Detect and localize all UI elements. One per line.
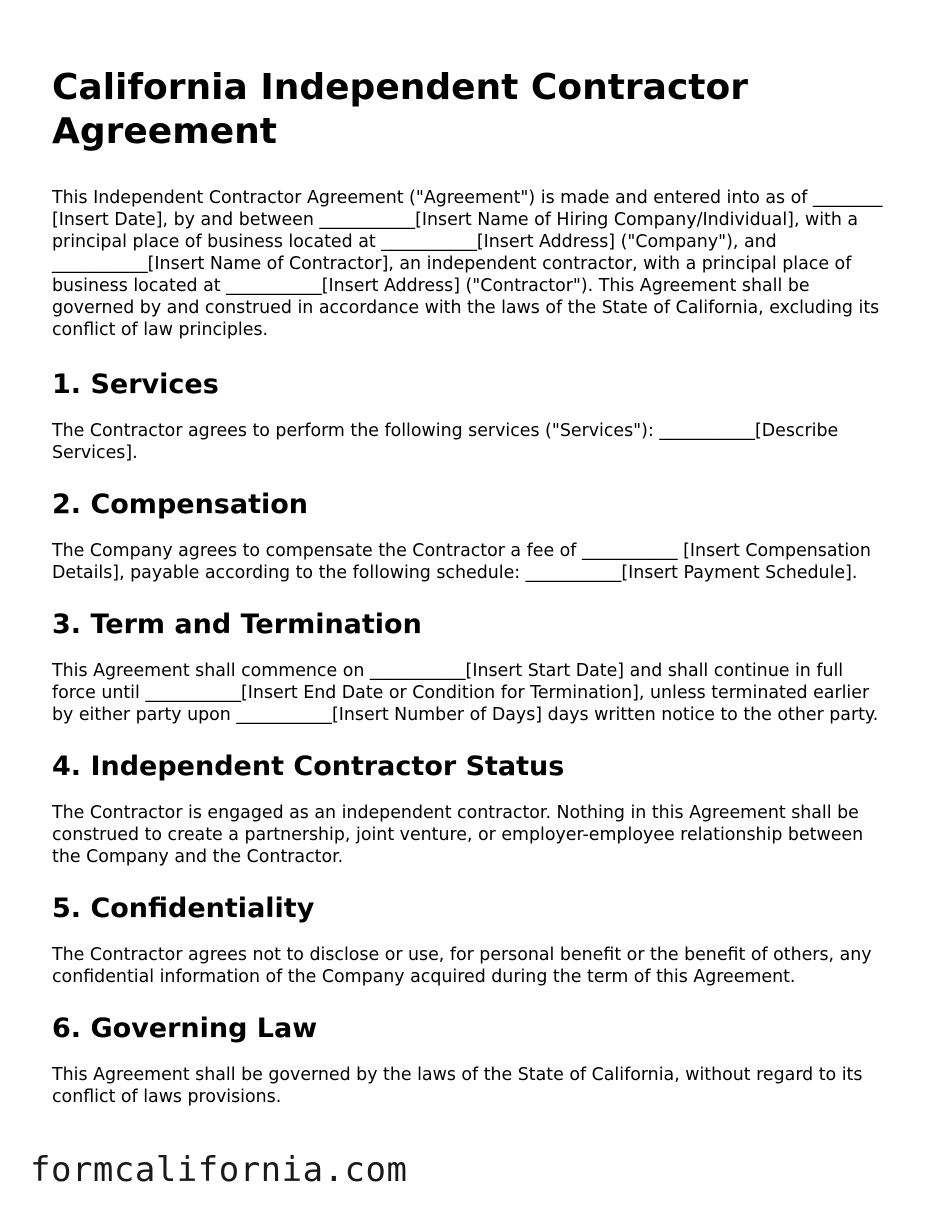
- section-heading: 1. Services: [52, 369, 219, 400]
- section-services: [52, 369, 892, 464]
- intro-paragraph: This Independent Contractor Agreement ("Agreement") is made and entered into as of ________ [Insert Date], by and between ___________[Insert Name of Hiring Company/Individual], with a principal place of business located at ___________[Insert Address] ("Company"), and ___________[Insert Name of Contractor], an independent contractor, with a principal place of business located at ___________[Insert Address] ("Contractor"). This Agreement shall be governed by and construed in accordance with the laws of the State of California, excluding its conflict of law principles.: [52, 188, 883, 340]
- section-body: This Agreement shall be governed by the laws of the State of California, without regard to its conflict of laws provisions.: [52, 1065, 863, 1107]
- section-heading: 6. Governing Law: [52, 1013, 318, 1044]
- section-body: The Company agrees to compensate the Contractor a fee of ___________ [Insert Compensation Details], payable according to the following schedule: ___________[Insert Payment Schedule].: [52, 541, 871, 583]
- section-body: The Contractor agrees not to disclose or use, for personal benefit or the benefit of others, any confidential information of the Company acquired during the term of this Agreement.: [52, 945, 872, 987]
- section-contractor-status: [52, 751, 892, 868]
- section-term-and-termination: [52, 609, 892, 726]
- section-body: The Contractor agrees to perform the following services ("Services"): ___________[Describe Services].: [52, 421, 839, 463]
- section-governing-law: [52, 1013, 892, 1108]
- document-page: [52, 66, 892, 1133]
- section-heading: 5. Confidentiality: [52, 893, 315, 924]
- site-watermark: formcalifornia.com: [30, 1150, 408, 1190]
- section-heading: 3. Term and Termination: [52, 609, 422, 640]
- section-compensation: [52, 489, 892, 584]
- document-title: California Independent Contractor Agreement: [52, 67, 748, 152]
- section-body: The Contractor is engaged as an independent contractor. Nothing in this Agreement shall be construed to create a partnership, joint venture, or employer-employee relationship between the Company and the Contractor.: [52, 803, 864, 867]
- section-body: This Agreement shall commence on ___________[Insert Start Date] and shall continue in full force until ___________[Insert End Date or Condition for Termination], unless terminated earlier by either party upon ___________[Insert Number of Days] days written notice to the other party.: [52, 661, 879, 725]
- section-confidentiality: [52, 893, 892, 988]
- section-heading: 2. Compensation: [52, 489, 309, 520]
- section-heading: 4. Independent Contractor Status: [52, 751, 565, 782]
